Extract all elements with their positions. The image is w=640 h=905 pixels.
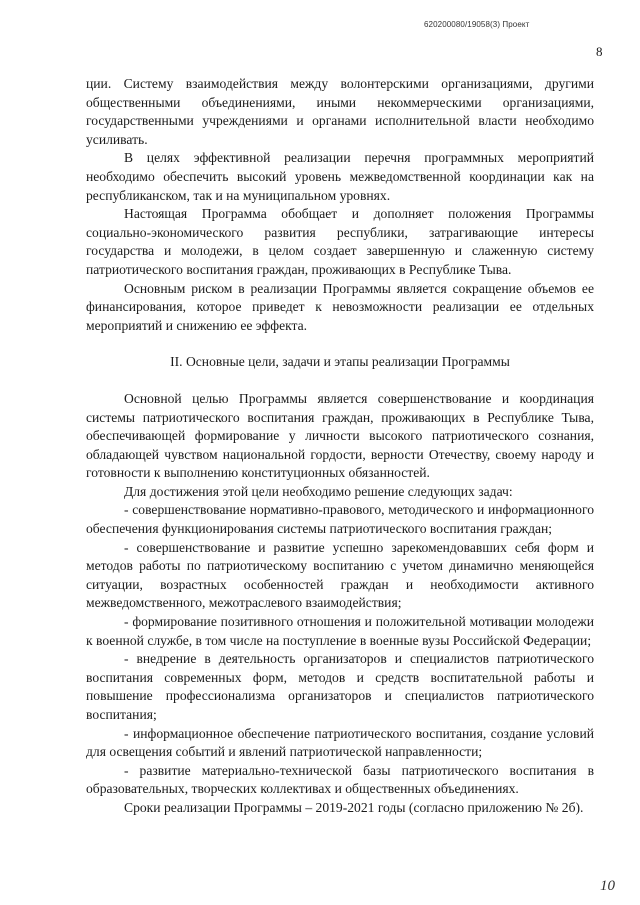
- paragraph-4: Основным риском в реализации Программы является сокращение объемов ее финансирования, которое приведет к невозможности реализации ее отдельных мероприятий и снижению ее эффекта.: [86, 280, 594, 333]
- paragraph-7: Сроки реализации Программы – 2019-2021 годы (согласно приложению № 2б).: [124, 799, 584, 815]
- section-heading: II. Основные цели, задачи и этапы реализации Программы: [170, 354, 510, 370]
- paragraph-3: Настоящая Программа обобщает и дополняет положения Программы социально-экономического развития республики, затрагивающие интересы государства и молодежи, в целом создает завершенную и слаженную систему патриотического воспитания граждан, проживающих в Республике Тыва.: [86, 206, 594, 277]
- task-item: - совершенствование и развитие успешно зарекомендовавших себя форм и методов работы по патриотическому воспитанию с учетом динамично меняющейся ситуации, возрастных особенностей граждан и необходимости активного межведомственного, межотраслевого взаимодействия;: [86, 539, 594, 611]
- paragraph-1: ции. Систему взаимодействия между волонтерскими организациями, другими общественными объединениями, иными некоммерческими организациями, государственными учреждениями и органами исполнительной власти необходимо усиливать.: [86, 76, 594, 147]
- paragraph-6: Для достижения этой цели необходимо решение следующих задач:: [124, 483, 513, 499]
- task-item: - информационное обеспечение патриотического воспитания, создание условий для освещения событий и явлений патриотической направленности;: [86, 725, 594, 760]
- task-item: - формирование позитивного отношения и положительной мотивации молодежи к военной службе, в том числе на поступление в военные вузы Российской Федерации;: [86, 614, 594, 648]
- paragraph-2: В целях эффективной реализации перечня программных мероприятий необходимо обеспечить высокий уровень межведомственной координации как на республиканском, так и на муниципальном уровнях.: [86, 150, 594, 203]
- document-body: [86, 75, 594, 818]
- page-number: 8: [596, 44, 603, 59]
- task-item: - совершенствование нормативно-правового, методического и информационного обеспечения функционирования системы патриотического воспитания граждан;: [86, 502, 594, 537]
- handwritten-page-mark: 10: [600, 878, 615, 894]
- task-item: - развитие материально-технической базы патриотического воспитания в образовательных, творческих коллективах и общественных объединениях.: [86, 762, 594, 797]
- document-code: 620200080/19058(3) Проект: [424, 20, 530, 29]
- paragraph-5: Основной целью Программы является совершенствование и координация системы патриотического воспитания граждан, проживающих в Республике Тыва, обеспечивающей формирование у личности высокого патриотического сознания, обладающей чувством национальной гордости, верности Отечеству, своему народу и готовности к выполнению конституционных обязанностей.: [86, 390, 594, 481]
- task-item: - внедрение в деятельность организаторов и специалистов патриотического воспитания современных форм, методов и средств воспитательной работы и повышение профессионализма организаторов и специалистов патриотического воспитания;: [86, 651, 594, 722]
